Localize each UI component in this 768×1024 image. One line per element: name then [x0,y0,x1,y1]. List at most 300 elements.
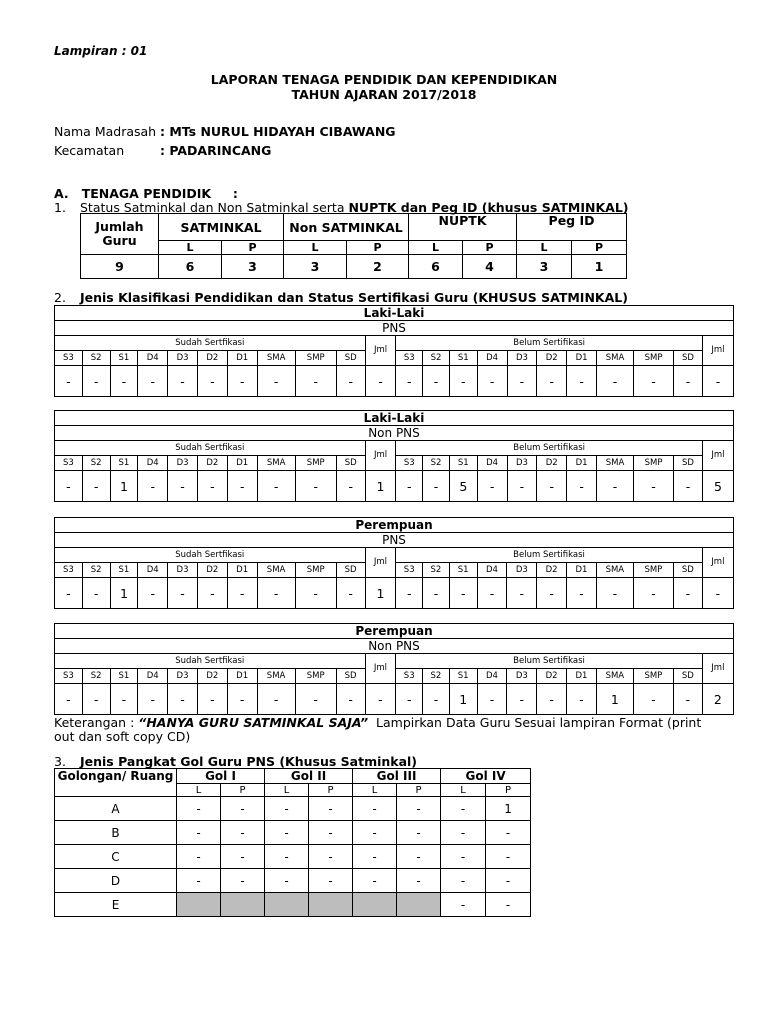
pegid-l: L [517,241,572,255]
belum-value: - [634,471,674,502]
gol-value-cell: - [309,845,353,869]
belum-value: - [537,471,567,502]
belum-value: - [507,471,537,502]
item1-plain: Status Satminkal dan Non Satminkal serta [80,200,349,215]
value-satminkal-l: 6 [159,255,222,279]
golongan-table [54,768,531,917]
gol-value-cell: - [353,797,397,821]
ruang-cell: A [55,797,177,821]
kecamatan-label: Kecamatan [54,143,125,158]
gol-value-cell: - [221,845,265,869]
jml-header: Jml [365,441,396,471]
belum-value: - [396,578,423,609]
jml-header: Jml [365,654,396,684]
gender-header: Laki-Laki [55,411,734,426]
level-header: S3 [396,669,423,684]
level-header: S1 [110,563,138,578]
level-header: S3 [55,351,83,366]
sudah-value: - [197,684,227,715]
gol-value-cell: - [177,845,221,869]
jml-belum-value: 2 [702,684,733,715]
gol-value-cell: - [265,797,309,821]
gol-value-cell: - [486,893,531,917]
value-pegid-l: 3 [517,255,572,279]
jml-header: Jml [702,441,733,471]
level-header: D1 [567,351,597,366]
sudah-value: - [138,366,168,397]
jml-belum-value: 5 [702,471,733,502]
belum-value: - [634,366,674,397]
item3-text: Jenis Pangkat Gol Guru PNS (Khusus Satminkal) [80,754,418,769]
belum-value: - [596,471,633,502]
level-header: D4 [138,563,168,578]
col-satminkal: SATMINKAL [159,214,284,241]
belum-value: - [396,366,423,397]
sudah-value: - [138,684,168,715]
sudah-value: - [257,578,295,609]
belum-sertifikasi-header: Belum Sertifikasi [396,654,702,669]
level-header: S2 [82,669,110,684]
gol-value-cell: - [177,821,221,845]
jml-sudah-value: - [365,684,396,715]
sudah-value: - [257,471,295,502]
madrasah-row [54,124,396,139]
gol-value-cell: - [397,821,441,845]
belum-value: 1 [596,684,633,715]
level-header: D3 [507,669,537,684]
sudah-value: - [336,578,365,609]
gol4-p: P [486,784,531,797]
belum-value: - [423,684,450,715]
jml-header: Jml [702,654,733,684]
level-header: SD [336,669,365,684]
level-header: D1 [227,351,257,366]
item2-text: Jenis Klasifikasi Pendidikan dan Status Sertifikasi Guru (KHUSUS SATMINKAL) [80,290,628,305]
value-nuptk-l: 6 [409,255,463,279]
level-header: S3 [396,351,423,366]
gender-header: Laki-Laki [55,306,734,321]
belum-value: - [537,578,567,609]
level-header: S3 [396,456,423,471]
belum-value: - [477,684,507,715]
classification-table [54,517,734,609]
keterangan-label: Keterangan : [54,715,139,730]
level-header: D1 [567,669,597,684]
nuptk-p: P [463,241,517,255]
sudah-value: - [82,684,110,715]
section-a-heading: A. TENAGA PENDIDIK : [54,186,238,201]
sudah-value: - [257,684,295,715]
gol3-l: L [353,784,397,797]
gol-value-cell: - [441,845,486,869]
level-header: SMP [634,456,674,471]
keterangan-note [54,716,744,744]
level-header: D4 [477,669,507,684]
gol-value-cell: - [441,869,486,893]
level-header: D2 [537,563,567,578]
belum-value: - [477,471,507,502]
madrasah-value: : MTs NURUL HIDAYAH CIBAWANG [160,124,396,139]
level-header: SMP [295,351,336,366]
level-header: D2 [197,563,227,578]
belum-sertifikasi-header: Belum Sertifikasi [396,336,702,351]
gol-value-cell: - [441,797,486,821]
jml-header: Jml [365,548,396,578]
sudah-value: - [55,684,83,715]
level-header: SD [336,351,365,366]
level-header: SMA [596,669,633,684]
gol-value-cell: - [486,821,531,845]
gol2-p: P [309,784,353,797]
gol-value-cell: - [486,869,531,893]
table-row [55,797,531,821]
belum-value: 1 [449,684,477,715]
level-header: SMA [257,563,295,578]
level-header: S1 [449,669,477,684]
belum-value: - [567,471,597,502]
level-header: D4 [477,456,507,471]
level-header: SD [336,456,365,471]
belum-value: - [507,366,537,397]
belum-value: - [567,578,597,609]
level-header: D2 [537,456,567,471]
sudah-value: - [295,578,336,609]
belum-value: - [537,366,567,397]
belum-value: - [423,366,450,397]
level-header: SMP [633,669,673,684]
belum-value: - [596,578,633,609]
gol-value-cell: - [309,797,353,821]
level-header: SMA [257,669,295,684]
gol-value-cell: - [309,821,353,845]
gol-value-cell [221,893,265,917]
gol-value-cell: - [265,845,309,869]
level-header: SD [674,351,703,366]
gol-value-cell: - [177,869,221,893]
col-nuptk: NUPTK [409,214,517,241]
item2-number: 2. [54,290,66,305]
classification-table [54,410,734,502]
sudah-value: - [110,366,138,397]
sudah-value: - [197,471,227,502]
level-header: D4 [477,351,507,366]
sudah-value: - [336,684,365,715]
level-header: D3 [168,456,198,471]
nuptk-l: L [409,241,463,255]
sudah-value: - [227,366,257,397]
level-header: S2 [423,669,450,684]
belum-value: 5 [449,471,477,502]
jml-sudah-value: - [365,366,396,397]
value-pegid-p: 1 [572,255,627,279]
level-header: S3 [55,669,83,684]
level-header: D1 [227,456,257,471]
value-jumlah: 9 [81,255,159,279]
level-header: SD [674,456,703,471]
pegid-p: P [572,241,627,255]
sudah-value: - [110,684,138,715]
belum-value: - [674,471,703,502]
status-header: Non PNS [55,426,734,441]
col-gol-2: Gol II [265,769,353,784]
belum-value: - [567,684,597,715]
classification-table [54,623,734,715]
col-pegid: Peg ID [517,214,627,241]
level-header: D4 [138,351,168,366]
madrasah-label: Nama Madrasah [54,124,157,139]
level-header: D2 [537,669,567,684]
belum-value: - [423,578,450,609]
level-header: S2 [423,351,450,366]
status-header: Non PNS [55,639,734,654]
status-header: PNS [55,321,734,336]
level-header: D4 [138,456,168,471]
status-table [80,213,627,279]
gol-value-cell: 1 [486,797,531,821]
table-row [55,845,531,869]
level-header: S3 [55,456,83,471]
sudah-value: - [227,684,257,715]
sudah-value: - [168,471,198,502]
sudah-value: - [227,471,257,502]
level-header: S1 [449,456,477,471]
sudah-value: - [82,578,110,609]
keterangan-rest2: out dan soft copy CD) [54,729,191,744]
gol-value-cell: - [177,797,221,821]
gol1-p: P [221,784,265,797]
belum-value: - [396,684,423,715]
level-header: S2 [423,563,450,578]
gol-value-cell: - [353,821,397,845]
gol4-l: L [441,784,486,797]
level-header: SMP [295,669,336,684]
belum-value: - [396,471,423,502]
belum-value: - [449,578,477,609]
gol-value-cell: - [441,821,486,845]
level-header: S2 [82,351,110,366]
sudah-value: - [138,471,168,502]
jml-header: Jml [702,336,733,366]
belum-sertifikasi-header: Belum Sertifikasi [396,441,702,456]
level-header: S2 [82,563,110,578]
item1-number: 1. [54,200,66,215]
gol-value-cell: - [441,893,486,917]
belum-value: - [633,684,673,715]
sudah-value: - [168,684,198,715]
level-header: S1 [110,351,138,366]
sudah-value: 1 [110,578,138,609]
jml-sudah-value: 1 [365,471,396,502]
sudah-value: - [138,578,168,609]
report-subtitle: TAHUN AJARAN 2017/2018 [291,87,477,102]
sudah-value: 1 [110,471,138,502]
sudah-value: - [227,578,257,609]
lampiran-label: Lampiran : 01 [54,44,148,58]
sudah-value: - [168,366,198,397]
level-header: D3 [507,563,537,578]
sudah-value: - [55,366,83,397]
satminkal-l: L [159,241,222,255]
belum-value: - [673,684,702,715]
level-header: SMA [596,456,633,471]
level-header: S2 [82,456,110,471]
sudah-sertifikasi-header: Sudah Sertfikasi [55,336,366,351]
ruang-cell: C [55,845,177,869]
level-header: D4 [477,563,507,578]
jml-header: Jml [702,548,733,578]
gol-value-cell: - [265,869,309,893]
gol-value-cell [309,893,353,917]
kecamatan-value: : PADARINCANG [160,143,272,158]
level-header: S1 [449,563,477,578]
belum-value: - [507,684,537,715]
value-non-l: 3 [284,255,347,279]
level-header: D3 [168,351,198,366]
keterangan-rest1: Lampirkan Data Guru Sesuai lampiran Format (print [368,715,702,730]
col-gol-4: Gol IV [441,769,531,784]
level-header: S3 [55,563,83,578]
sudah-sertifikasi-header: Sudah Sertfikasi [55,441,366,456]
sudah-value: - [82,471,110,502]
sudah-value: - [336,471,365,502]
belum-value: - [567,366,597,397]
level-header: D1 [567,456,597,471]
level-header: D2 [537,351,567,366]
item1-bold: NUPTK dan Peg ID (khusus SATMINKAL) [348,200,629,215]
level-header: SMP [634,351,674,366]
belum-value: - [449,366,477,397]
gol-value-cell: - [353,845,397,869]
gol-value-cell: - [309,869,353,893]
sudah-value: - [197,366,227,397]
level-header: S1 [449,351,477,366]
jml-belum-value: - [702,578,733,609]
col-gol-1: Gol I [177,769,265,784]
level-header: D2 [197,456,227,471]
sudah-value: - [55,578,83,609]
non-p: P [347,241,409,255]
ruang-cell: D [55,869,177,893]
gol-value-cell: - [397,797,441,821]
level-header: D1 [227,669,257,684]
keterangan-bold: “HANYA GURU SATMINKAL SAJA” [138,715,369,730]
col-jumlah-guru: Jumlah Guru [81,214,159,255]
level-header: D3 [507,351,537,366]
level-header: SMA [596,351,633,366]
belum-value: - [537,684,567,715]
level-header: SMA [257,456,295,471]
gol3-p: P [397,784,441,797]
gol-value-cell [353,893,397,917]
level-header: D2 [197,351,227,366]
belum-sertifikasi-header: Belum Sertifikasi [396,548,702,563]
sudah-value: - [295,684,336,715]
satminkal-p: P [222,241,284,255]
gol-value-cell [397,893,441,917]
level-header: D1 [567,563,597,578]
report-title: LAPORAN TENAGA PENDIDIK DAN KEPENDIDIKAN [210,72,558,87]
level-header: SMP [295,456,336,471]
level-header: SD [673,669,702,684]
gol-value-cell: - [397,869,441,893]
gol-value-cell: - [353,869,397,893]
sudah-value: - [257,366,295,397]
level-header: S2 [423,456,450,471]
gol-value-cell: - [397,845,441,869]
jml-belum-value: - [702,366,733,397]
gol-value-cell [177,893,221,917]
value-non-p: 2 [347,255,409,279]
classification-table [54,305,734,397]
gol-value-cell: - [221,797,265,821]
belum-value: - [477,366,507,397]
gol-value-cell: - [486,845,531,869]
gol-value-cell [265,893,309,917]
level-header: SD [336,563,365,578]
status-header: PNS [55,533,734,548]
gol2-l: L [265,784,309,797]
col-golongan-ruang: Golongan/ Ruang [55,769,177,797]
level-header: D3 [507,456,537,471]
sudah-value: - [336,366,365,397]
sudah-value: - [168,578,198,609]
level-header: D3 [168,669,198,684]
table-row [55,821,531,845]
gender-header: Perempuan [55,518,734,533]
level-header: SMA [257,351,295,366]
jml-sudah-value: 1 [365,578,396,609]
value-nuptk-p: 4 [463,255,517,279]
sudah-value: - [295,366,336,397]
col-gol-3: Gol III [353,769,441,784]
level-header: S3 [396,563,423,578]
belum-value: - [507,578,537,609]
jml-header: Jml [365,336,396,366]
belum-value: - [633,578,673,609]
col-non-satminkal: Non SATMINKAL [284,214,409,241]
kecamatan-row [54,143,271,158]
level-header: SMA [596,563,633,578]
item3-number: 3. [54,754,66,769]
level-header: SD [673,563,702,578]
gol-value-cell: - [265,821,309,845]
sudah-value: - [55,471,83,502]
sudah-value: - [295,471,336,502]
level-header: D4 [138,669,168,684]
level-header: SMP [633,563,673,578]
level-header: D1 [227,563,257,578]
level-header: D2 [197,669,227,684]
level-header: S1 [110,669,138,684]
belum-value: - [423,471,450,502]
level-header: S1 [110,456,138,471]
level-header: SMP [295,563,336,578]
ruang-cell: E [55,893,177,917]
table-row [55,893,531,917]
non-l: L [284,241,347,255]
gol-value-cell: - [221,821,265,845]
gender-header: Perempuan [55,624,734,639]
gol-value-cell: - [221,869,265,893]
belum-value: - [674,366,703,397]
belum-value: - [596,366,633,397]
gol1-l: L [177,784,221,797]
sudah-sertifikasi-header: Sudah Sertfikasi [55,654,366,669]
table-row [55,869,531,893]
belum-value: - [477,578,507,609]
level-header: D3 [168,563,198,578]
sudah-sertifikasi-header: Sudah Sertfikasi [55,548,366,563]
